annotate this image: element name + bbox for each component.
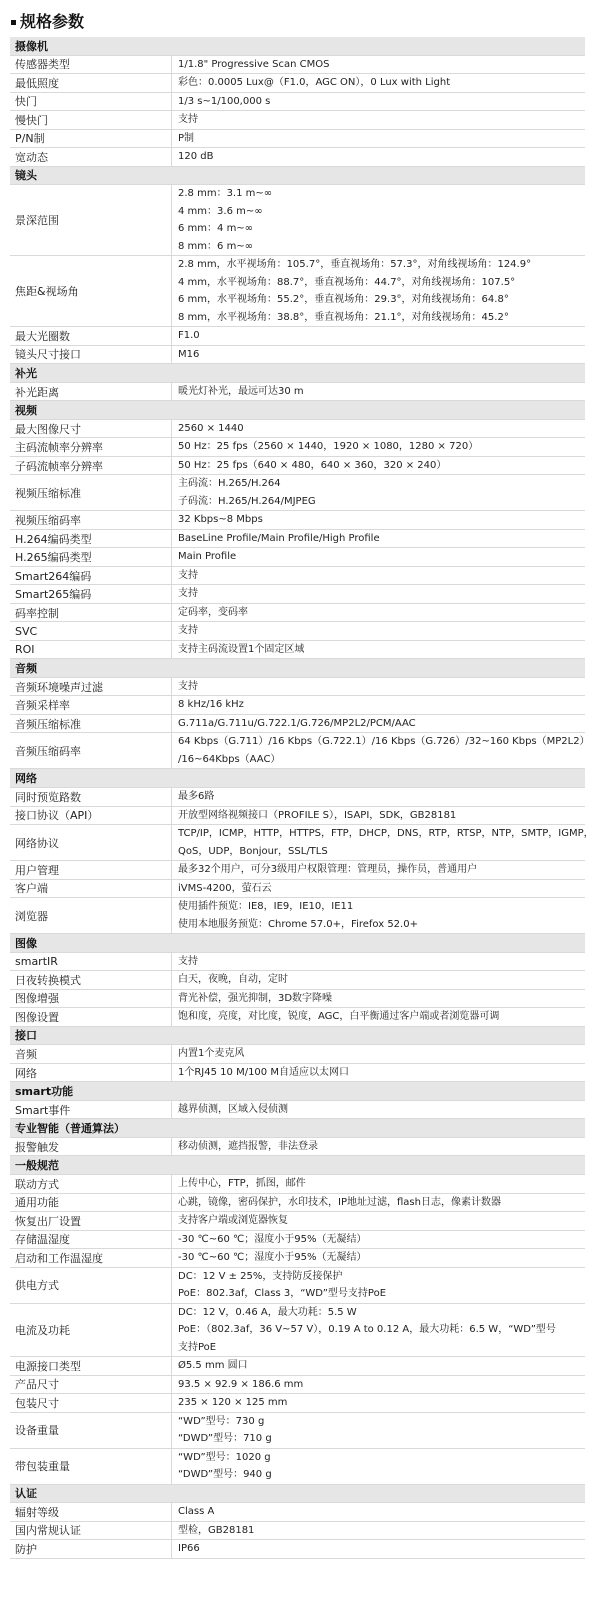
spec-value-line: 8 kHz/16 kHz — [178, 699, 244, 711]
spec-name: 日夜转换模式 — [10, 971, 172, 989]
spec-value-line: 2.8 mm，水平视场角：105.7°，垂直视场角：57.3°，对角线视场角：124.9° — [178, 259, 532, 271]
spec-value — [172, 130, 585, 148]
spec-name: 联动方式 — [10, 1175, 172, 1193]
spec-name: P/N制 — [10, 130, 172, 148]
spec-value-line: 支持主码流设置1个固定区域 — [178, 643, 305, 655]
spec-value-line: PoE：（802.3af，36 V~57 V），0.19 A to 0.12 A，最大功耗：6.5 W，“WD”型号 — [178, 1324, 556, 1336]
spec-value-line: BaseLine Profile/Main Profile/High Profile — [178, 532, 380, 544]
spec-value-line: “DWD”型号：940 g — [178, 1469, 272, 1481]
spec-name: smartIR — [10, 953, 172, 971]
spec-name: 音频压缩码率 — [10, 733, 172, 768]
spec-row — [10, 880, 585, 899]
spec-name: 电源接口类型 — [10, 1357, 172, 1375]
spec-value-line: F1.0 — [178, 330, 200, 342]
spec-name: 启动和工作温湿度 — [10, 1249, 172, 1267]
spec-value-line: P制 — [178, 132, 195, 144]
spec-value-line: iVMS-4200，萤石云 — [178, 882, 272, 894]
spec-name: 图像增强 — [10, 990, 172, 1008]
spec-value — [172, 511, 585, 529]
spec-value — [172, 93, 585, 111]
spec-row — [10, 585, 585, 604]
spec-name: 视频压缩标准 — [10, 475, 172, 510]
spec-name: 用户管理 — [10, 861, 172, 879]
spec-name: Smart264编码 — [10, 567, 172, 585]
spec-value — [172, 1540, 585, 1558]
spec-value-line: Ø5.5 mm 圆口 — [178, 1360, 248, 1372]
spec-row — [10, 420, 585, 439]
spec-value-line: 6 mm，水平视场角：55.2°，垂直视场角：29.3°，对角线视场角：64.8° — [178, 294, 509, 306]
spec-value — [172, 1394, 585, 1412]
spec-name: 音频环境噪声过滤 — [10, 678, 172, 696]
spec-name: 供电方式 — [10, 1268, 172, 1303]
spec-name: ROI — [10, 641, 172, 659]
spec-name: 国内常规认证 — [10, 1522, 172, 1540]
spec-name: Smart事件 — [10, 1101, 172, 1119]
spec-value — [172, 1522, 585, 1540]
spec-row — [10, 1194, 585, 1213]
spec-value-line: 支持 — [178, 569, 198, 581]
section-header: 认证 — [10, 1485, 585, 1504]
spec-name: 最低照度 — [10, 74, 172, 92]
spec-value-line: QoS，UDP，Bonjour，SSL/TLS — [178, 845, 328, 857]
spec-value-line: 8 mm，水平视场角：38.8°，垂直视场角：21.1°，对角线视场角：45.2° — [178, 311, 509, 323]
spec-row — [10, 256, 585, 327]
spec-value-line: PoE：802.3af，Class 3，“WD”型号支持PoE — [178, 1288, 387, 1300]
spec-name: 网络协议 — [10, 825, 172, 860]
spec-value — [172, 1194, 585, 1212]
spec-value — [172, 327, 585, 345]
spec-row — [10, 111, 585, 130]
spec-value — [172, 604, 585, 622]
spec-row — [10, 990, 585, 1009]
spec-name: 通用功能 — [10, 1194, 172, 1212]
spec-value — [172, 1064, 585, 1082]
spec-name: 音频压缩标准 — [10, 715, 172, 733]
spec-value — [172, 990, 585, 1008]
spec-row — [10, 1413, 585, 1449]
bullet-icon — [11, 20, 16, 25]
spec-name: 辐射等级 — [10, 1503, 172, 1521]
spec-value — [172, 585, 585, 603]
spec-name: 传感器类型 — [10, 56, 172, 74]
spec-name: 音频 — [10, 1045, 172, 1063]
spec-name: SVC — [10, 622, 172, 640]
spec-row — [10, 56, 585, 75]
spec-value-line: -30 ℃~60 ℃；湿度小于95%（无凝结） — [178, 1233, 367, 1245]
spec-row — [10, 1268, 585, 1304]
spec-name: 电流及功耗 — [10, 1304, 172, 1357]
spec-value-line: Main Profile — [178, 551, 237, 563]
spec-row — [10, 733, 590, 769]
spec-row — [10, 530, 585, 549]
spec-value — [172, 696, 585, 714]
spec-row — [10, 807, 585, 826]
spec-value — [172, 420, 585, 438]
spec-value-line: 开放型网络视频接口（PROFILE S），ISAPI，SDK，GB28181 — [178, 809, 457, 821]
spec-value-line: 上传中心，FTP，抓图，邮件 — [178, 1178, 306, 1190]
spec-row — [10, 74, 585, 93]
spec-row — [10, 1449, 585, 1485]
spec-value — [172, 1212, 585, 1230]
spec-value — [172, 622, 585, 640]
spec-value — [172, 457, 585, 475]
spec-value-line: 最多32个用户，可分3级用户权限管理：管理员，操作员，普通用户 — [178, 864, 478, 876]
spec-value — [172, 1138, 585, 1156]
spec-name: Smart265编码 — [10, 585, 172, 603]
spec-value-line: 支持 — [178, 625, 198, 637]
spec-name: 子码流帧率分辨率 — [10, 457, 172, 475]
spec-row — [10, 1357, 585, 1376]
spec-value — [172, 1008, 585, 1026]
section-header: 接口 — [10, 1027, 585, 1046]
spec-value — [172, 733, 594, 768]
spec-row — [10, 1394, 585, 1413]
section-header: 图像 — [10, 934, 585, 953]
spec-row — [10, 567, 585, 586]
spec-value-line: 心跳，镜像，密码保护，水印技术，IP地址过滤，flash日志，像素计数器 — [178, 1196, 501, 1208]
spec-row — [10, 1008, 585, 1027]
spec-name: 最大图像尺寸 — [10, 420, 172, 438]
spec-name: 同时预览路数 — [10, 788, 172, 806]
spec-row — [10, 788, 585, 807]
spec-row — [10, 185, 585, 256]
section-header: 音频 — [10, 659, 585, 678]
spec-value-line: 支持 — [178, 680, 198, 692]
spec-row — [10, 898, 585, 934]
spec-name: H.264编码类型 — [10, 530, 172, 548]
section-header: 一般规范 — [10, 1156, 585, 1175]
spec-row — [10, 678, 585, 697]
spec-name: 补光距离 — [10, 383, 172, 401]
spec-value-line: 120 dB — [178, 151, 214, 163]
spec-value-line: “WD”型号：730 g — [178, 1415, 265, 1427]
spec-value-line: 8 mm：6 m~∞ — [178, 240, 254, 252]
spec-value — [172, 880, 585, 898]
spec-value-line: TCP/IP，ICMP，HTTP，HTTPS，FTP，DHCP，DNS，RTP，RTSP，NTP，SMTP，IGMP， — [178, 828, 594, 840]
spec-value — [172, 825, 595, 860]
spec-row — [10, 148, 585, 167]
spec-value-line: 移动侦测，遮挡报警，非法登录 — [178, 1140, 318, 1152]
section-header: smart功能 — [10, 1082, 585, 1101]
spec-value-line: 型检，GB28181 — [178, 1524, 255, 1536]
spec-value — [172, 807, 585, 825]
spec-value-line: 6 mm：4 m~∞ — [178, 223, 254, 235]
spec-value — [172, 383, 585, 401]
spec-value — [172, 1304, 585, 1357]
spec-value — [172, 1413, 585, 1448]
spec-row — [10, 511, 585, 530]
spec-value — [172, 185, 585, 255]
spec-table — [10, 37, 594, 1559]
spec-value-line: 235 × 120 × 125 mm — [178, 1397, 288, 1409]
spec-name: 快门 — [10, 93, 172, 111]
spec-value-line: IP66 — [178, 1543, 200, 1555]
spec-row — [10, 130, 585, 149]
spec-value-line: 支持 — [178, 955, 198, 967]
spec-row — [10, 327, 585, 346]
spec-value — [172, 641, 585, 659]
spec-name: 产品尺寸 — [10, 1376, 172, 1394]
spec-name: 慢快门 — [10, 111, 172, 129]
spec-value-line: 1/1.8" Progressive Scan CMOS — [178, 58, 330, 70]
spec-value — [172, 1045, 585, 1063]
spec-value — [172, 715, 585, 733]
spec-name: 最大光圈数 — [10, 327, 172, 345]
spec-value-line: 暖光灯补光，最远可达30 m — [178, 385, 304, 397]
spec-name: 防护 — [10, 1540, 172, 1558]
spec-name: 接口协议（API） — [10, 807, 172, 825]
spec-name: 网络 — [10, 1064, 172, 1082]
spec-value-line: “WD”型号：1020 g — [178, 1451, 271, 1463]
section-header: 摄像机 — [10, 37, 585, 56]
spec-value — [172, 898, 585, 933]
spec-value-line: 最多6路 — [178, 791, 215, 803]
spec-value-line: 使用插件预览：IE8，IE9，IE10，IE11 — [178, 901, 354, 913]
spec-value-line: 饱和度，亮度，对比度，锐度，AGC，白平衡通过客户端或者浏览器可调 — [178, 1011, 500, 1023]
spec-value-line: 支持PoE — [178, 1341, 217, 1353]
spec-row — [10, 715, 585, 734]
spec-value-line: 越界侦测，区域入侵侦测 — [178, 1103, 288, 1115]
spec-value-line: 内置1个麦克风 — [178, 1048, 245, 1060]
spec-row — [10, 953, 585, 972]
spec-value — [172, 1449, 585, 1484]
spec-row — [10, 548, 585, 567]
spec-row — [10, 1249, 585, 1268]
spec-row — [10, 1101, 585, 1120]
spec-value-line: 白天，夜晚，自动，定时 — [178, 974, 288, 986]
spec-row — [10, 696, 585, 715]
spec-value-line: 4 mm，水平视场角：88.7°，垂直视场角：44.7°，对角线视场角：107.5° — [178, 276, 516, 288]
spec-row — [10, 622, 585, 641]
section-header: 网络 — [10, 769, 585, 788]
spec-name: 镜头尺寸接口 — [10, 346, 172, 364]
spec-name: 客户端 — [10, 880, 172, 898]
spec-name: 浏览器 — [10, 898, 172, 933]
spec-value — [172, 74, 585, 92]
spec-name: 音频采样率 — [10, 696, 172, 714]
spec-value — [172, 1268, 585, 1303]
spec-value-line: -30 ℃~60 ℃；湿度小于95%（无凝结） — [178, 1252, 367, 1264]
spec-name: 报警触发 — [10, 1138, 172, 1156]
spec-value-line: 1个RJ45 10 M/100 M自适应以太网口 — [178, 1066, 349, 1078]
spec-row — [10, 457, 585, 476]
spec-value — [172, 1249, 585, 1267]
spec-name: 设备重量 — [10, 1413, 172, 1448]
spec-row — [10, 1064, 585, 1083]
spec-row — [10, 825, 594, 861]
spec-value — [172, 1175, 585, 1193]
spec-row — [10, 1540, 585, 1559]
spec-row — [10, 475, 585, 511]
spec-row — [10, 971, 585, 990]
spec-value-line: 支持客户端或浏览器恢复 — [178, 1215, 288, 1227]
spec-value-line: /16~64Kbps（AAC） — [178, 753, 281, 765]
spec-value-line: 2.8 mm：3.1 m~∞ — [178, 188, 273, 200]
spec-row — [10, 346, 585, 365]
spec-value — [172, 1101, 585, 1119]
spec-name: 景深范围 — [10, 185, 172, 255]
spec-row — [10, 383, 585, 402]
spec-value — [172, 567, 585, 585]
spec-row — [10, 604, 585, 623]
spec-value — [172, 475, 585, 510]
spec-value-line: 2560 × 1440 — [178, 422, 244, 434]
spec-value-line: 彩色：0.0005 Lux@（F1.0，AGC ON），0 Lux with Light — [178, 77, 451, 89]
spec-value-line: 定码率，变码率 — [178, 606, 248, 618]
spec-value-line: DC：12 V ± 25%，支持防反接保护 — [178, 1270, 343, 1282]
section-header: 镜头 — [10, 167, 585, 186]
spec-name: H.265编码类型 — [10, 548, 172, 566]
spec-value-line: “DWD”型号：710 g — [178, 1433, 272, 1445]
spec-name: 包装尺寸 — [10, 1394, 172, 1412]
spec-name: 焦距&视场角 — [10, 256, 172, 326]
spec-value-line: 50 Hz：25 fps（640 × 480，640 × 360，320 × 240） — [178, 459, 447, 471]
spec-value — [172, 148, 585, 166]
spec-value — [172, 530, 585, 548]
section-header: 补光 — [10, 364, 585, 383]
spec-row — [10, 1138, 585, 1157]
spec-value — [172, 111, 585, 129]
spec-value — [172, 678, 585, 696]
spec-row — [10, 861, 585, 880]
spec-value — [172, 1503, 585, 1521]
page-title-text: 规格参数 — [20, 12, 85, 31]
spec-value-line: 主码流：H.265/H.264 — [178, 478, 281, 490]
spec-value — [172, 1376, 585, 1394]
spec-row — [10, 1503, 585, 1522]
spec-value-line: 50 Hz：25 fps（2560 × 1440，1920 × 1080，1280 × 720） — [178, 441, 479, 453]
spec-value-line: 1/3 s~1/100,000 s — [178, 95, 271, 107]
section-header: 视频 — [10, 401, 585, 420]
spec-value-line: 4 mm：3.6 m~∞ — [178, 205, 263, 217]
spec-value — [172, 438, 585, 456]
page-title — [11, 10, 84, 34]
spec-value-line: Class A — [178, 1506, 215, 1518]
spec-value — [172, 346, 585, 364]
spec-value — [172, 953, 585, 971]
spec-value — [172, 548, 585, 566]
spec-value — [172, 256, 585, 326]
spec-value-line: DC：12 V，0.46 A，最大功耗：5.5 W — [178, 1306, 357, 1318]
spec-value-line: 背光补偿，强光抑制，3D数字降噪 — [178, 992, 333, 1004]
spec-row — [10, 438, 585, 457]
spec-name: 码率控制 — [10, 604, 172, 622]
spec-row — [10, 1522, 585, 1541]
spec-value — [172, 1231, 585, 1249]
spec-name: 视频压缩码率 — [10, 511, 172, 529]
spec-value-line: G.711a/G.711u/G.722.1/G.726/MP2L2/PCM/AAC — [178, 717, 416, 729]
spec-value — [172, 971, 585, 989]
spec-value — [172, 861, 585, 879]
spec-row — [10, 1304, 585, 1358]
spec-name: 主码流帧率分辨率 — [10, 438, 172, 456]
spec-name: 宽动态 — [10, 148, 172, 166]
spec-row — [10, 93, 585, 112]
spec-value-line: 子码流：H.265/H.264/MJPEG — [178, 495, 316, 507]
spec-value-line: 64 Kbps（G.711）/16 Kbps（G.722.1）/16 Kbps（G.726）/32~160 Kbps（MP2L2） — [178, 736, 590, 748]
spec-value-line: 32 Kbps~8 Mbps — [178, 514, 263, 526]
spec-row — [10, 1212, 585, 1231]
spec-row — [10, 641, 585, 660]
spec-row — [10, 1376, 585, 1395]
spec-value-line: M16 — [178, 348, 200, 360]
spec-name: 恢复出厂设置 — [10, 1212, 172, 1230]
spec-name: 带包装重量 — [10, 1449, 172, 1484]
spec-value-line: 支持 — [178, 114, 198, 126]
spec-value-line: 93.5 × 92.9 × 186.6 mm — [178, 1378, 304, 1390]
spec-row — [10, 1175, 585, 1194]
spec-value-line: 支持 — [178, 588, 198, 600]
spec-name: 存储温湿度 — [10, 1231, 172, 1249]
spec-name: 图像设置 — [10, 1008, 172, 1026]
spec-value — [172, 1357, 585, 1375]
spec-value-line: 使用本地服务预览：Chrome 57.0+，Firefox 52.0+ — [178, 918, 418, 930]
spec-value — [172, 56, 585, 74]
spec-row — [10, 1231, 585, 1250]
section-header: 专业智能（普通算法） — [10, 1119, 585, 1138]
spec-row — [10, 1045, 585, 1064]
spec-value — [172, 788, 585, 806]
